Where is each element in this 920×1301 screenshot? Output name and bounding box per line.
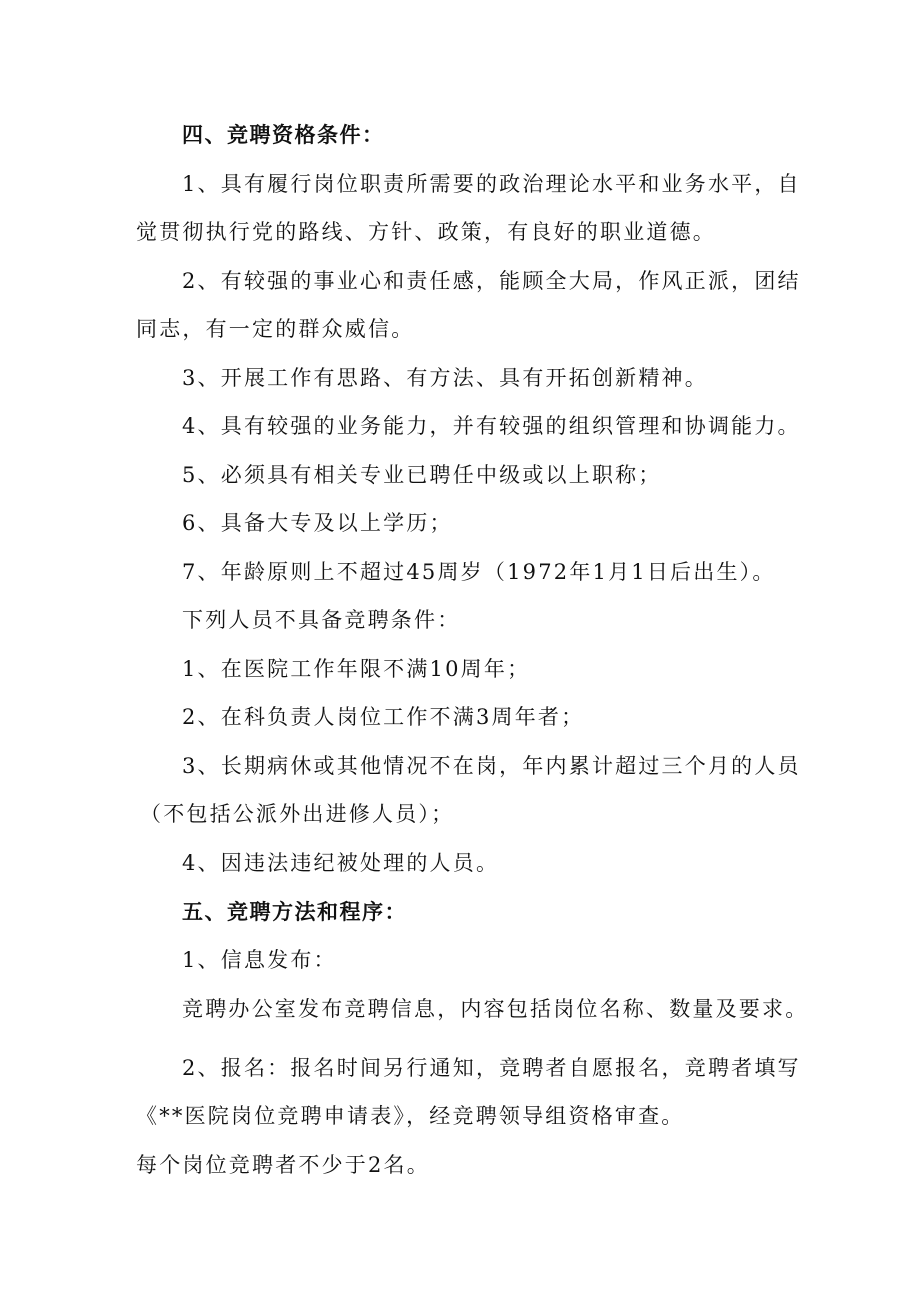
- qualification-item-6: 6、具备大专及以上学历；: [182, 511, 453, 535]
- exclusion-item-2: 2、在科负责人岗位工作不满3周年者；: [182, 705, 585, 729]
- qualification-item-2-line-1: 2、有较强的事业心和责任感，能顾全大局，作风正派，团结: [182, 269, 801, 293]
- qualification-item-1-line-1: 1、具有履行岗位职责所需要的政治理论水平和业务水平，自: [182, 172, 801, 196]
- procedure-step-2-line-2: 《**医院岗位竞聘申请表》，经竞聘领导组资格审查。: [136, 1104, 685, 1128]
- exclusion-intro: 下列人员不具备竞聘条件：: [182, 608, 461, 632]
- exclusion-item-4: 4、因违法违纪被处理的人员。: [182, 851, 500, 875]
- qualification-item-3: 3、开展工作有思路、有方法、具有开拓创新精神。: [182, 366, 708, 390]
- procedure-step-1-title: 1、信息发布：: [182, 948, 337, 972]
- qualification-item-7: 7、年龄原则上不超过45周岁（1972年1月1日后出生）。: [182, 560, 776, 584]
- exclusion-item-3-line-1: 3、长期病休或其他情况不在岗，年内累计超过三个月的人员: [182, 754, 801, 778]
- exclusion-item-1: 1、在医院工作年限不满10周年；: [182, 657, 531, 681]
- qualification-item-2-line-2: 同志，有一定的群众威信。: [136, 317, 415, 341]
- procedure-step-2-line-1: 2、报名：报名时间另行通知，竞聘者自愿报名，竞聘者填写: [182, 1056, 801, 1080]
- section-4-heading: 四、竞聘资格条件：: [182, 123, 385, 147]
- qualification-item-1-line-2: 觉贯彻执行党的路线、方针、政策，有良好的职业道德。: [136, 220, 716, 244]
- procedure-step-1-text: 竞聘办公室发布竞聘信息，内容包括岗位名称、数量及要求。: [182, 997, 809, 1021]
- qualification-item-4: 4、具有较强的业务能力，并有较强的组织管理和协调能力。: [182, 414, 801, 438]
- section-5-heading: 五、竞聘方法和程序：: [182, 900, 407, 924]
- qualification-item-5: 5、必须具有相关专业已聘任中级或以上职称；: [182, 463, 662, 487]
- exclusion-item-3-line-2: （不包括公派外出进修人员）；: [140, 802, 455, 826]
- procedure-step-2-line-3: 每个岗位竞聘者不少于2名。: [136, 1153, 430, 1177]
